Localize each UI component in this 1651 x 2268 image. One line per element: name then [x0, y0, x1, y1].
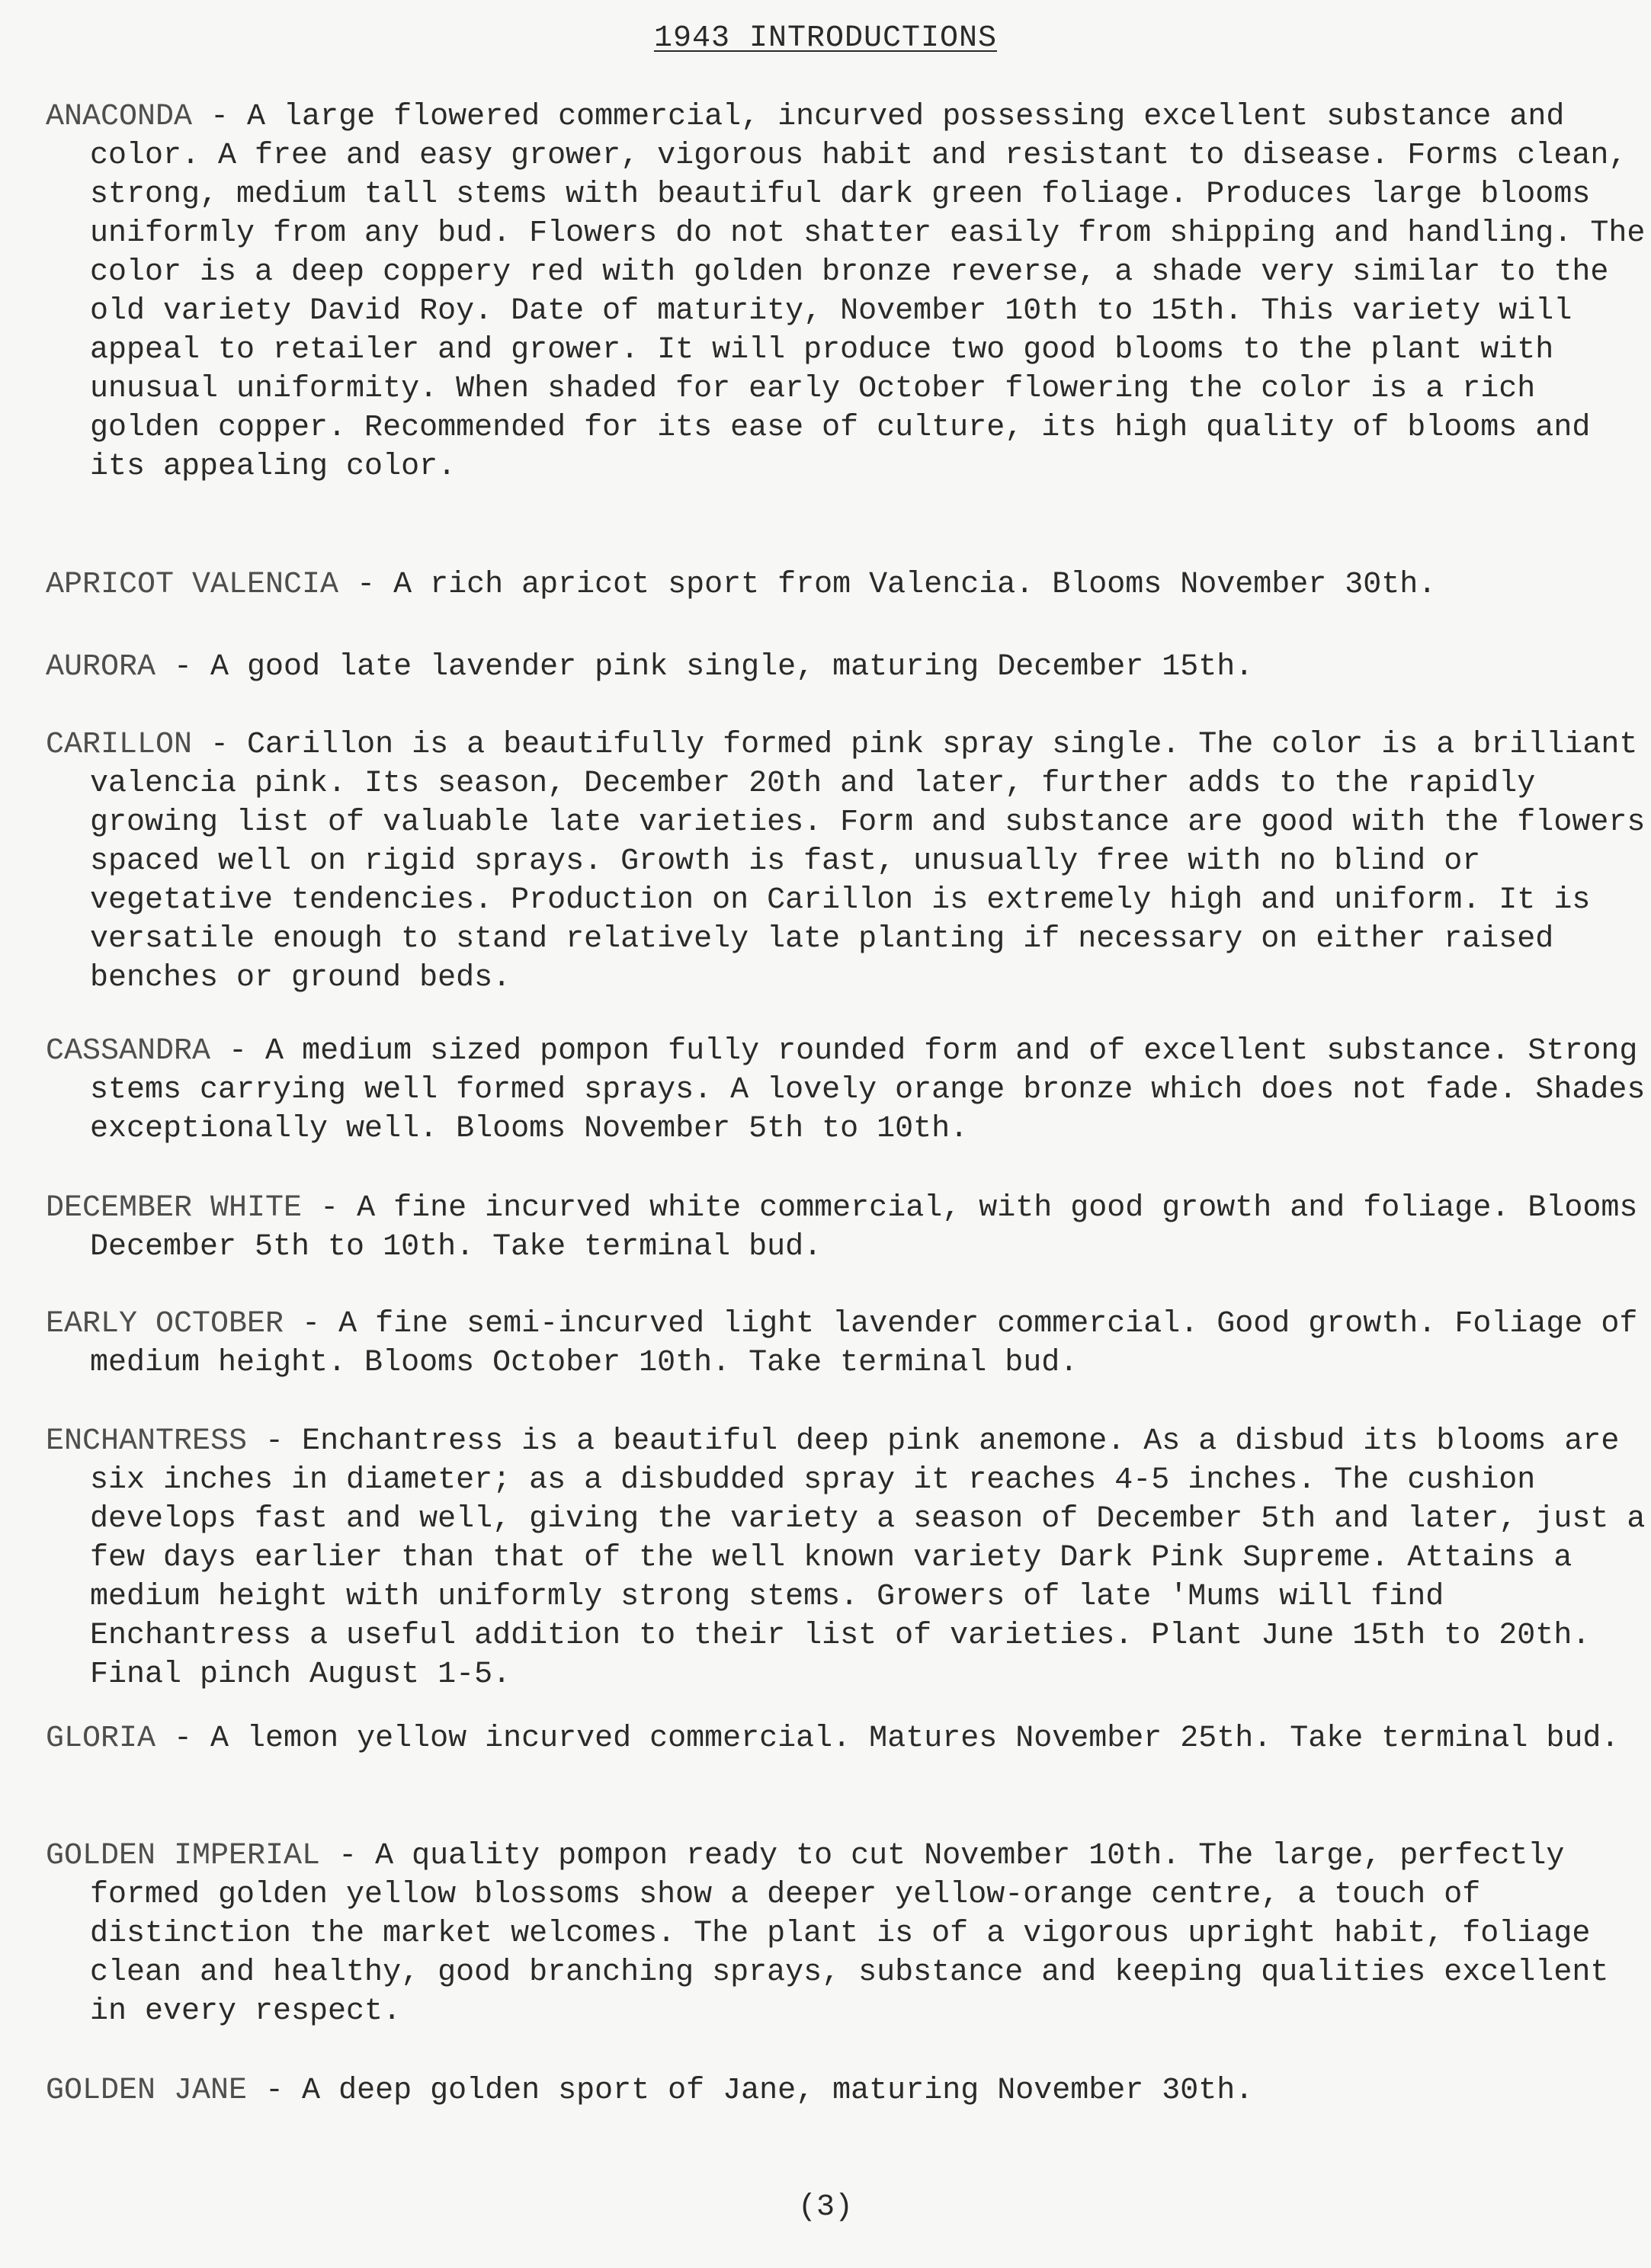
variety-name: GOLDEN JANE	[46, 2074, 248, 2108]
variety-name: CASSANDRA	[46, 1034, 211, 1068]
variety-name: ENCHANTRESS	[46, 1424, 248, 1459]
entry-aurora	[46, 648, 1651, 687]
variety-name: AURORA	[46, 650, 156, 684]
variety-description: - A large flowered commercial, incurved possessing excellent substance and color. A free and easy grower, vigorous habit and resistant to disease. Forms clean, strong, medium tall stems with beautiful dark green foliage. Produces large blooms uniformly from any bud. Flowers do not shatter easily from shipping and handling. The color is a deep coppery red with golden bronze reverse, a shade very similar to the old variety David Roy. Date of maturity, November 10th to 15th. This variety will appeal to retailer and grower. It will produce two good blooms to the plant with unusual uniformity. When shaded for early October flowering the color is a rich golden copper. Recommended for its ease of culture, its high quality of blooms and its appealing color.	[90, 100, 1646, 484]
variety-description: - A quality pompon ready to cut November 10th. The large, perfectly formed golden yellow blossoms show a deeper yellow-orange centre, a touch of distinction the market welcomes. The plant is of a vigorous upright habit, foliage clean and healthy, good branching sprays, substance and keeping qualities excellent in every respect.	[90, 1839, 1609, 2029]
page-title: 1943 INTRODUCTIONS	[653, 21, 998, 56]
variety-name: GLORIA	[46, 1722, 156, 1756]
entry-golden-jane	[46, 2071, 1651, 2110]
variety-name: CARILLON	[46, 728, 193, 762]
variety-description: - A deep golden sport of Jane, maturing November 30th.	[247, 2074, 1254, 2108]
entry-golden-imperial	[46, 1837, 1651, 2031]
variety-description: - A medium sized pompon fully rounded form and of excellent substance. Strong stems carrying well formed sprays. A lovely orange bronze which does not fade. Shades exceptionally well. Blooms November 5th to 10th.	[90, 1034, 1646, 1146]
variety-name: EARLY OCTOBER	[46, 1307, 284, 1341]
entry-enchantress	[46, 1422, 1651, 1694]
entry-carillon	[46, 726, 1651, 998]
entry-december-white	[46, 1189, 1651, 1267]
variety-name: GOLDEN IMPERIAL	[46, 1839, 321, 1873]
entry-apricot-valencia	[46, 565, 1651, 604]
variety-name: APRICOT VALENCIA	[46, 568, 339, 602]
variety-description: - A fine incurved white commercial, with good growth and foliage. Blooms December 5th to 10th. Take terminal bud.	[90, 1191, 1638, 1264]
entry-early-october	[46, 1305, 1651, 1382]
entry-anaconda	[46, 98, 1651, 486]
variety-description: - Enchantress is a beautiful deep pink anemone. As a disbud its blooms are six inches in diameter; as a disbudded spray it reaches 4-5 inches. The cushion develops fast and well, giving the variety a season of December 5th and later, just a few days earlier than that of the well known variety Dark Pink Supreme. Attains a medium height with uniformly strong stems. Growers of late 'Mums will find Enchantress a useful addition to their list of varieties. Plant June 15th to 20th. Final pinch August 1-5.	[90, 1424, 1646, 1692]
variety-name: ANACONDA	[46, 100, 193, 134]
variety-description: - Carillon is a beautifully formed pink spray single. The color is a brilliant valencia pink. Its season, December 20th and later, further adds to the rapidly growing list of valuable late varieties. Form and substance are good with the flowers spaced well on rigid sprays. Growth is fast, unusually free with no blind or vegetative tendencies. Production on Carillon is extremely high and uniform. It is versatile enough to stand relatively late planting if necessary on either raised benches or ground beds.	[90, 728, 1646, 995]
entry-cassandra	[46, 1032, 1651, 1148]
page-number: (3)	[797, 2190, 853, 2225]
variety-name: DECEMBER WHITE	[46, 1191, 303, 1225]
variety-description: - A lemon yellow incurved commercial. Matures November 25th. Take terminal bud.	[155, 1722, 1620, 1756]
variety-description: - A rich apricot sport from Valencia. Blooms November 30th.	[338, 568, 1437, 602]
entry-gloria	[46, 1719, 1651, 1758]
variety-description: - A good late lavender pink single, maturing December 15th.	[155, 650, 1254, 684]
variety-description: - A fine semi-incurved light lavender commercial. Good growth. Foliage of medium height. Blooms October 10th. Take terminal bud.	[90, 1307, 1638, 1380]
